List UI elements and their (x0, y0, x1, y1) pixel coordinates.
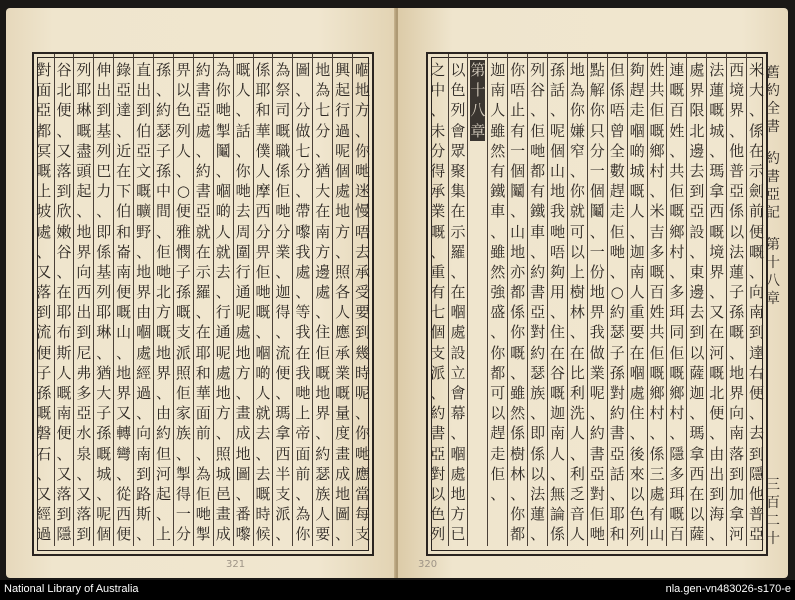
text-column: 西 境 界 、 他 普 亞 係 以 法 蓮 子 孫 嘅 、 地 界 向 南 落 到 加 拿 河 (726, 54, 746, 546)
text-column: 地 為 七 分 、 猶 大 在 南 方 邊 處 、 住 佢 嘅 地 界 、 約 瑟 族 人 要 (312, 54, 332, 546)
text-column: 谷 北 便 、 又 落 到 欣 嫩 谷 、 在 耶 布 斯 人 嘅 南 便 、 又 落 到 隱 (54, 54, 74, 546)
right-pencil-note: 320 (418, 559, 438, 570)
right-page (398, 8, 788, 578)
text-column: 對 面 亞 都 冥 嘅 上 坡 處 、 又 落 到 流 便 子 孫 嘅 磐 石 、 又 經 過 (36, 61, 52, 544)
book-name: 約 書 亞 記 (766, 151, 780, 221)
text-column: 你 唔 止 有 一 個 鬮 、 山 地 亦 都 係 你 嘅 、 雖 然 係 樹 林 、 你 都 (507, 54, 527, 546)
text-column: 以 色 列 會 眾 聚 集 在 示 羅 、 在 嗰 處 設 立 會 幕 、 嗰 處 地 方 已 (448, 54, 468, 546)
text-column: 錄 亞 達 、 近 在 下 伯 和 崙 南 便 嘅 山 、 地 界 又 轉 彎 、 從 西 便 (113, 54, 133, 546)
footer-bar (0, 580, 795, 600)
text-column: 興 起 行 過 呢 個 處 地 方 、 照 各 人 應 承 業 嘅 量 度 畫 成 地 圖 、 (332, 54, 352, 546)
footer-item-id: nla.gen-vn483026-s170-e (665, 583, 791, 595)
text-column: 連 嘅 百 姓 、 共 佢 嘅 鄉 村 、 多 珥 同 佢 嘅 鄉 村 、 隱 多 珥 嘅 百 (666, 54, 686, 546)
chapter: 第 十 八 章 (766, 237, 780, 307)
text-column: 之 中 、 未 分 得 承 業 嘅 、 重 有 七 個 支 派 、 約 書 亞 對 以 色 列 (430, 61, 446, 544)
text-column: 孫 話 、 呢 個 山 地 我 哋 唔 夠 用 、 住 在 谷 嘅 迦 南 人 、 無 論 係 (547, 54, 567, 546)
text-column: 地 為 你 嫌 窄 、 你 就 可 以 上 樹 林 、 在 比 利 洗 人 、 利 乏 音 人 (567, 54, 587, 546)
text-column: 畀 以 色 列 人 、 ○ 便 雅 憫 子 孫 嘅 支 派 照 佢 家 族 、 掣 得 一 分 (173, 54, 193, 546)
text-column: 為 祭 司 嘅 職 係 佢 哋 分 業 、 迦 得 、 流 便 、 瑪 拿 西 半 支 派 、 (272, 54, 292, 546)
text-column: 伸 出 到 基 列 巴 力 、 即 係 基 列 耶 琳 、 猶 大 子 孫 嘅 城 、 呢 個 (93, 54, 113, 546)
text-column: 直 出 到 伯 亞 文 嘅 曠 野 、 地 界 由 嗰 處 經 過 、 向 南 到 路 斯 、 (133, 54, 153, 546)
left-text-frame (32, 52, 374, 556)
text-column: 嘅 人 、 話 、 你 哋 去 周 圍 行 通 呢 處 地 方 、 畫 成 地 圖 、 番 嚟 (233, 54, 253, 546)
text-column: 米 大 、 係 在 示 劍 前 便 嘅 、 向 南 到 達 右 便 、 去 到 隱 他 普 亞 (746, 54, 766, 546)
text-column: 孫 、 約 瑟 子 孫 中 間 、 佢 哋 北 方 嘅 地 界 、 由 約 但 河 起 、 上 (153, 54, 173, 546)
text-column: 法 蓮 嘅 城 、 瑪 拿 西 嘅 境 界 、 又 在 河 嘅 北 便 、 由 出 到 海 、 (706, 54, 726, 546)
text-column: 約 書 亞 處 、 約 書 亞 就 在 示 羅 、 在 耶 和 華 面 前 、 為 佢 哋 掣 (193, 54, 213, 546)
text-column: 迦 南 人 雖 然 有 鐵 車 、 雖 然 強 盛 、 你 都 可 以 趕 走 佢 、 (487, 54, 507, 546)
text-column: 列 耶 琳 嘅 盡 頭 起 、 地 界 向 西 出 到 尼 弗 多 亞 水 泉 、 又 落 到 (73, 54, 93, 546)
page-number: 三 百 二 十 (766, 477, 780, 547)
text-column: 處 界 限 北 邊 去 到 亞 設 、 東 邊 去 到 以 薩 迦 、 瑪 拿 西 在 以 薩 (686, 54, 706, 546)
text-column: 係 耶 和 華 僕 人 摩 西 分 畀 佢 哋 嘅 、 嗰 啲 人 就 去 、 去 嘅 時 候 (253, 54, 273, 546)
book-title: 舊 約 全 書 (766, 65, 780, 135)
text-column: 點 解 你 只 分 一 個 鬮 、 一 份 地 畀 我 做 業 呢 、 約 書 亞 對 佢 哋 (587, 54, 607, 546)
left-columns (34, 54, 372, 554)
text-column: 為 你 哋 掣 鬮 、 嗰 啲 人 就 去 、 行 通 呢 處 地 方 、 照 城 邑 畫 成 (213, 54, 233, 546)
footer-library-name: National Library of Australia (4, 583, 139, 595)
text-column: 第 十 八 章 (467, 54, 487, 546)
text-column: 嗰 地 方 、 你 哋 迷 慢 唔 去 承 受 要 到 幾 時 呢 、 你 哋 應 當 每 支 (352, 54, 372, 546)
text-column: 但 係 唔 曾 全 數 趕 走 佢 哋 、 ○ 約 瑟 子 孫 對 約 書 亞 話 、 耶 和 (607, 54, 627, 546)
text-column: 列 谷 、 佢 哋 都 有 鐵 車 、 約 書 亞 對 約 瑟 族 、 即 係 以 法 蓮 、 (527, 54, 547, 546)
right-columns (428, 54, 766, 554)
right-text-frame (426, 52, 768, 556)
text-column: 夠 趕 走 嗰 啲 城 嘅 人 、 迦 南 人 重 要 在 嗰 處 住 、 後 來 以 色 列 (627, 54, 647, 546)
left-page (6, 8, 396, 578)
left-pencil-note: 321 (226, 559, 246, 570)
text-column: 圖 、 分 做 七 分 、 帶 嚟 我 處 、 等 我 在 我 哋 上 帝 面 前 、 為 你 (292, 54, 312, 546)
text-column: 姓 共 佢 嘅 鄉 村 、 米 吉 多 嘅 百 姓 共 佢 嘅 鄉 村 、 係 三 處 有 山 (647, 54, 667, 546)
